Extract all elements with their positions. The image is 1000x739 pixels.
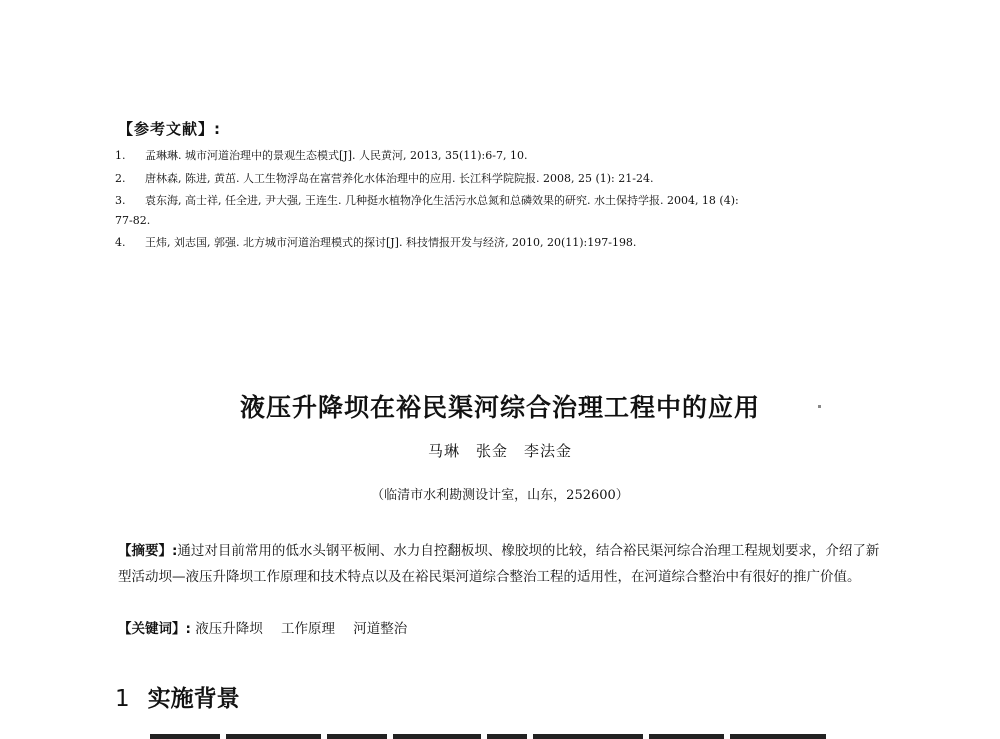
keywords (118, 617, 421, 637)
paper-affiliation: （临清市水利勘测设计室，山东，252600） (371, 488, 629, 503)
paper-authors: 马琳 张金 李法金 (427, 442, 572, 460)
reference-text: 王炜, 刘志国, 郭强. 北方城市河道治理模式的探讨[J]. 科技情报开发与经济, 2010, 20(11):197-198. (145, 236, 637, 249)
reference-number: 1. (115, 149, 126, 162)
paper-title: 液压升降坝在裕民渠河综合治理工程中的应用 (239, 393, 760, 422)
reference-text: 唐林森, 陈进, 黄茁. 人工生物浮岛在富营养化水体治理中的应用. 长江科学院院报. 2008, 25 (1): 21-24. (145, 171, 654, 185)
cut-off-text-line (150, 734, 885, 739)
abstract-label: 【摘要】: (118, 543, 178, 559)
keyword-item: 液压升降坝 (195, 621, 263, 637)
abstract (118, 538, 888, 590)
stray-dot (818, 405, 821, 408)
keyword-item: 河道整治 (353, 621, 408, 637)
reference-continuation: 77-82. (115, 213, 151, 227)
reference-number: 3. (115, 194, 126, 207)
keyword-item: 工作原理 (281, 621, 335, 637)
references-list (115, 145, 890, 255)
references-heading: 【参考文献】: (118, 120, 221, 138)
keywords-label: 【关键词】: (118, 621, 191, 637)
reference-item (115, 190, 890, 213)
reference-item (115, 168, 890, 191)
section-heading (115, 680, 240, 713)
reference-text: 孟琳琳. 城市河道治理中的景观生态模式[J]. 人民黄河, 2013, 35(11):6-7, 10. (145, 149, 528, 162)
reference-number: 2. (115, 171, 126, 185)
section-number: 1 (115, 686, 130, 712)
reference-number: 4. (115, 236, 126, 249)
reference-text: 袁东海, 高士祥, 任全进, 尹大强, 王连生. 几种挺水植物净化生活污水总氮和总磷效果的研究. 水土保持学报. 2004, 18 (4): (145, 194, 739, 207)
reference-item (115, 145, 890, 168)
abstract-text: 通过对目前常用的低水头钢平板闸、水力自控翻板坝、橡胶坝的比较，结合裕民渠河综合治理工程规划要求，介绍了新型活动坝—液压升降坝工作原理和技术特点以及在裕民渠河道综合整治工程的适用性，在河道综合整治中有很好的推广价值。 (118, 543, 880, 585)
reference-item (115, 232, 890, 255)
section-title: 实施背景 (147, 686, 240, 712)
